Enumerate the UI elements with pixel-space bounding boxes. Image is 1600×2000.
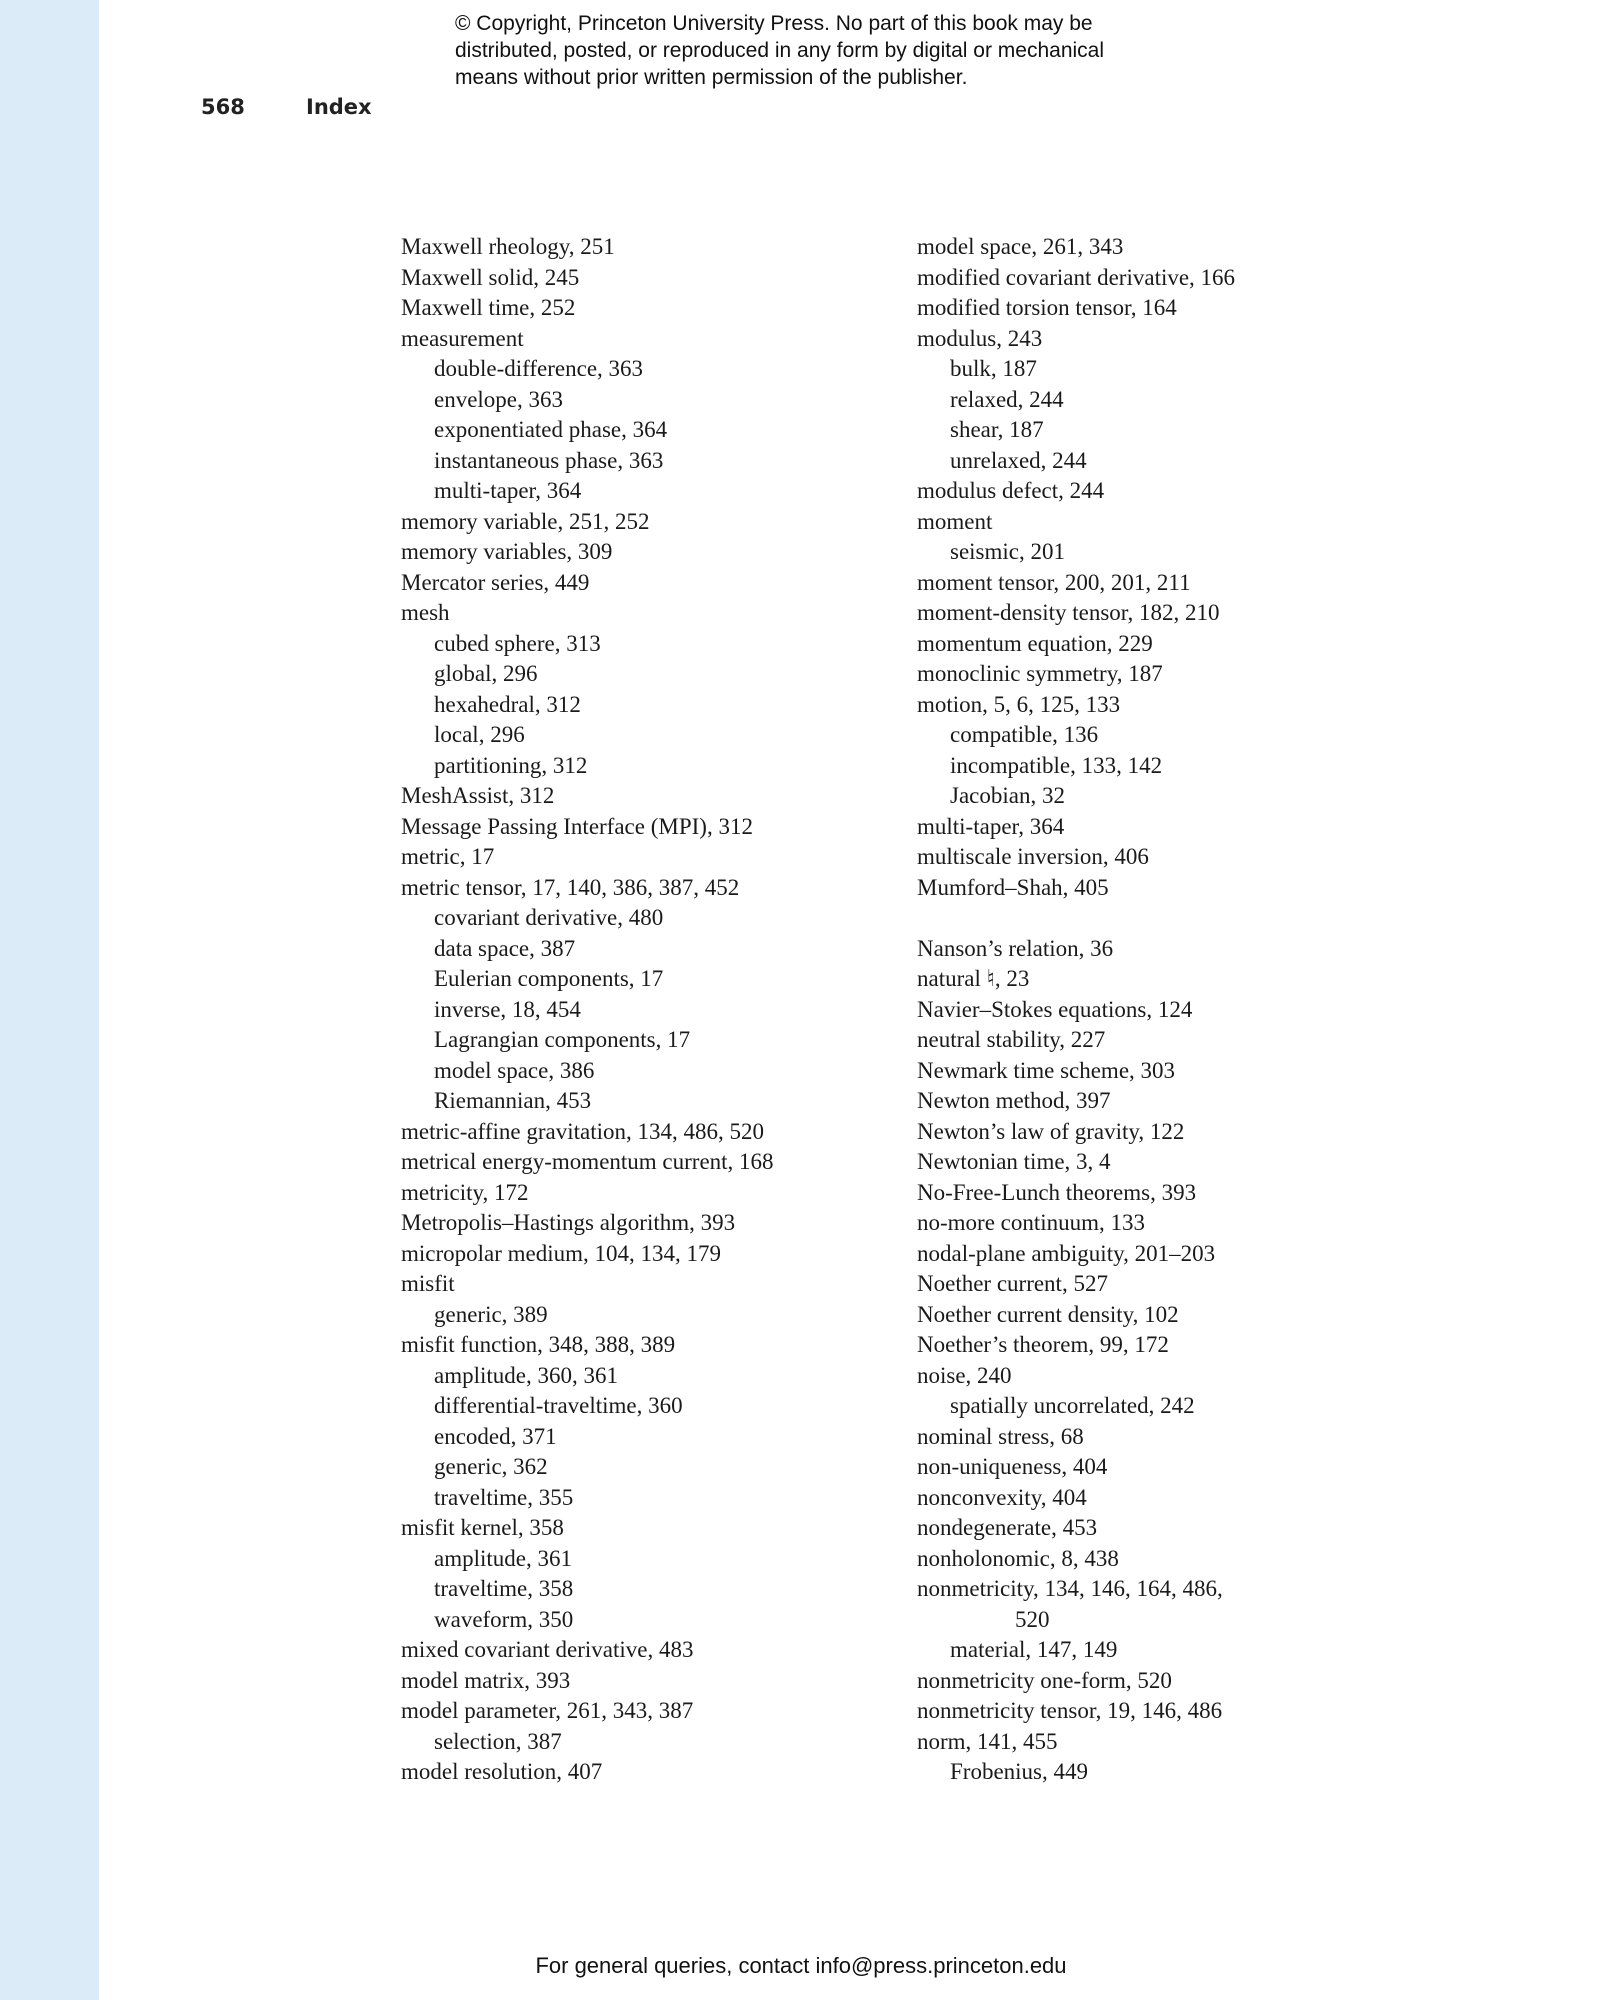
index-subentry: envelope, 363	[434, 386, 564, 412]
index-subentry: global, 296	[434, 661, 538, 686]
index-subentry: Jacobian, 32	[950, 783, 1065, 808]
index-entry: Newtonian time, 3, 4	[917, 1149, 1111, 1174]
index-entry: model parameter, 261, 343, 387	[401, 1698, 694, 1723]
index-entry: nonholonomic, 8, 438	[917, 1545, 1119, 1571]
index-subentry: selection, 387	[434, 1728, 562, 1754]
running-head: Index	[306, 95, 372, 119]
index-subentry: multi-taper, 364	[434, 478, 582, 503]
index-subentry: material, 147, 149	[950, 1637, 1118, 1662]
index-entry: norm, 141, 455	[917, 1728, 1058, 1754]
index-entry: measurement	[401, 325, 524, 351]
index-entry: memory variable, 251, 252	[401, 508, 650, 534]
index-subentry: local, 296	[434, 722, 525, 747]
index-subentry: Lagrangian components, 17	[434, 1027, 691, 1052]
index-subentry: unrelaxed, 244	[950, 447, 1087, 473]
index-entry: no-more continuum, 133	[917, 1210, 1146, 1235]
index-entry: Noether current density, 102	[917, 1301, 1179, 1327]
index-subentry: shear, 187	[950, 417, 1044, 442]
index-subentry: compatible, 136	[950, 722, 1099, 747]
index-subentry: covariant derivative, 480	[434, 905, 664, 930]
copyright-notice	[455, 10, 1215, 91]
index-subentry: data space, 387	[434, 935, 576, 961]
index-entry: nondegenerate, 453	[917, 1515, 1098, 1540]
index-subentry: Riemannian, 453	[434, 1088, 592, 1113]
copyright-line: © Copyright, Princeton University Press. No part of this book may be	[455, 12, 1093, 35]
index-entry: metric, 17	[401, 844, 495, 869]
index-entry: Noether’s theorem, 99, 172	[917, 1332, 1169, 1357]
index-subentry: incompatible, 133, 142	[950, 752, 1163, 778]
index-entry: noise, 240	[917, 1362, 1012, 1388]
index-entry: misfit kernel, 358	[401, 1515, 564, 1540]
index-entry: mesh	[401, 600, 450, 625]
index-entry: monoclinic symmetry, 187	[917, 661, 1163, 686]
index-entry: modified torsion tensor, 164	[917, 295, 1177, 320]
index-subentry: seismic, 201	[950, 539, 1065, 564]
index-entry: metric tensor, 17, 140, 386, 387, 452	[401, 874, 740, 900]
index-subentry: cubed sphere, 313	[434, 630, 601, 656]
index-subentry: instantaneous phase, 363	[434, 447, 664, 473]
index-entry: model space, 261, 343	[917, 234, 1124, 259]
index-entry: modified covariant derivative, 166	[917, 264, 1236, 290]
index-entry: neutral stability, 227	[917, 1027, 1106, 1052]
index-entry: multiscale inversion, 406	[917, 844, 1149, 869]
index-entry: Noether current, 527	[917, 1271, 1108, 1296]
footer-contact	[0, 1953, 1600, 1979]
index-subentry: hexahedral, 312	[434, 691, 581, 717]
index-column-left	[401, 232, 901, 1788]
index-entry: momentum equation, 229	[917, 630, 1153, 656]
section-gap	[917, 903, 1437, 934]
index-subentry: relaxed, 244	[950, 386, 1064, 412]
index-subentry: Eulerian components, 17	[434, 966, 664, 991]
index-entry: memory variables, 309	[401, 539, 613, 564]
index-entry: moment tensor, 200, 201, 211	[917, 569, 1191, 595]
index-entry: nonmetricity, 134, 146, 164, 486,	[917, 1576, 1223, 1601]
index-subentry: exponentiated phase, 364	[434, 417, 668, 442]
index-entry: nominal stress, 68	[917, 1423, 1084, 1449]
copyright-line: distributed, posted, or reproduced in any form by digital or mechanical	[455, 39, 1105, 62]
index-subentry: inverse, 18, 454	[434, 996, 581, 1022]
index-entry: nonconvexity, 404	[917, 1484, 1087, 1510]
index-entry: Maxwell time, 252	[401, 295, 576, 320]
index-subentry: 520	[1015, 1606, 1050, 1632]
index-entry: nodal-plane ambiguity, 201–203	[917, 1240, 1216, 1266]
index-entry: No-Free-Lunch theorems, 393	[917, 1179, 1197, 1205]
index-entry: non-uniqueness, 404	[917, 1454, 1108, 1479]
left-margin-band	[0, 0, 99, 2000]
index-entry: model matrix, 393	[401, 1667, 571, 1693]
index-entry: Newton’s law of gravity, 122	[917, 1118, 1185, 1144]
index-subentry: amplitude, 361	[434, 1545, 572, 1571]
index-subentry: generic, 362	[434, 1454, 548, 1479]
index-entry: Mumford–Shah, 405	[917, 874, 1109, 900]
index-subentry: amplitude, 360, 361	[434, 1362, 618, 1388]
index-entry: MeshAssist, 312	[401, 783, 555, 808]
footer-text: For general queries, contact info@press.princeton.edu	[535, 1953, 1067, 1978]
index-entry: modulus defect, 244	[917, 478, 1105, 503]
index-entry: moment	[917, 508, 993, 534]
index-entry: moment-density tensor, 182, 210	[917, 600, 1220, 625]
index-entry: nonmetricity tensor, 19, 146, 486	[917, 1698, 1223, 1723]
index-entry: Maxwell rheology, 251	[401, 234, 615, 259]
index-subentry: encoded, 371	[434, 1423, 557, 1449]
index-entry: Maxwell solid, 245	[401, 264, 580, 290]
index-entry: misfit	[401, 1271, 455, 1296]
index-entry: Newton method, 397	[917, 1088, 1111, 1113]
index-subentry: bulk, 187	[950, 356, 1037, 381]
index-entry: model resolution, 407	[401, 1759, 603, 1784]
index-subentry: model space, 386	[434, 1057, 595, 1083]
index-subentry: differential-traveltime, 360	[434, 1393, 683, 1418]
index-entry: metrical energy-momentum current, 168	[401, 1149, 774, 1174]
index-entry: modulus, 243	[917, 325, 1043, 351]
index-column-right	[917, 232, 1437, 1788]
index-subentry: partitioning, 312	[434, 752, 588, 778]
index-entry: Navier–Stokes equations, 124	[917, 996, 1193, 1022]
index-entry: micropolar medium, 104, 134, 179	[401, 1240, 722, 1266]
index-entry: mixed covariant derivative, 483	[401, 1637, 694, 1662]
index-subentry: spatially uncorrelated, 242	[950, 1393, 1195, 1418]
index-subentry: double-difference, 363	[434, 356, 644, 381]
index-entry: natural ♮, 23	[917, 966, 1030, 991]
page-number: 568	[201, 95, 245, 119]
index-entry: Message Passing Interface (MPI), 312	[401, 813, 753, 839]
index-entry: Metropolis–Hastings algorithm, 393	[401, 1210, 736, 1235]
index-subentry: traveltime, 355	[434, 1484, 574, 1510]
index-entry: Newmark time scheme, 303	[917, 1057, 1176, 1083]
index-subentry: generic, 389	[434, 1301, 548, 1327]
index-entry: misfit function, 348, 388, 389	[401, 1332, 676, 1357]
index-entry: motion, 5, 6, 125, 133	[917, 691, 1121, 717]
index-entry: metric-affine gravitation, 134, 486, 520	[401, 1118, 765, 1144]
index-entry: Nanson’s relation, 36	[917, 935, 1114, 961]
copyright-line: means without prior written permission of the publisher.	[455, 66, 968, 89]
index-entry: metricity, 172	[401, 1179, 529, 1205]
index-subentry: traveltime, 358	[434, 1576, 574, 1601]
index-subentry: waveform, 350	[434, 1606, 574, 1632]
index-entry: Mercator series, 449	[401, 569, 590, 595]
index-entry: nonmetricity one-form, 520	[917, 1667, 1172, 1693]
index-entry: multi-taper, 364	[917, 813, 1065, 839]
index-subentry: Frobenius, 449	[950, 1759, 1088, 1784]
